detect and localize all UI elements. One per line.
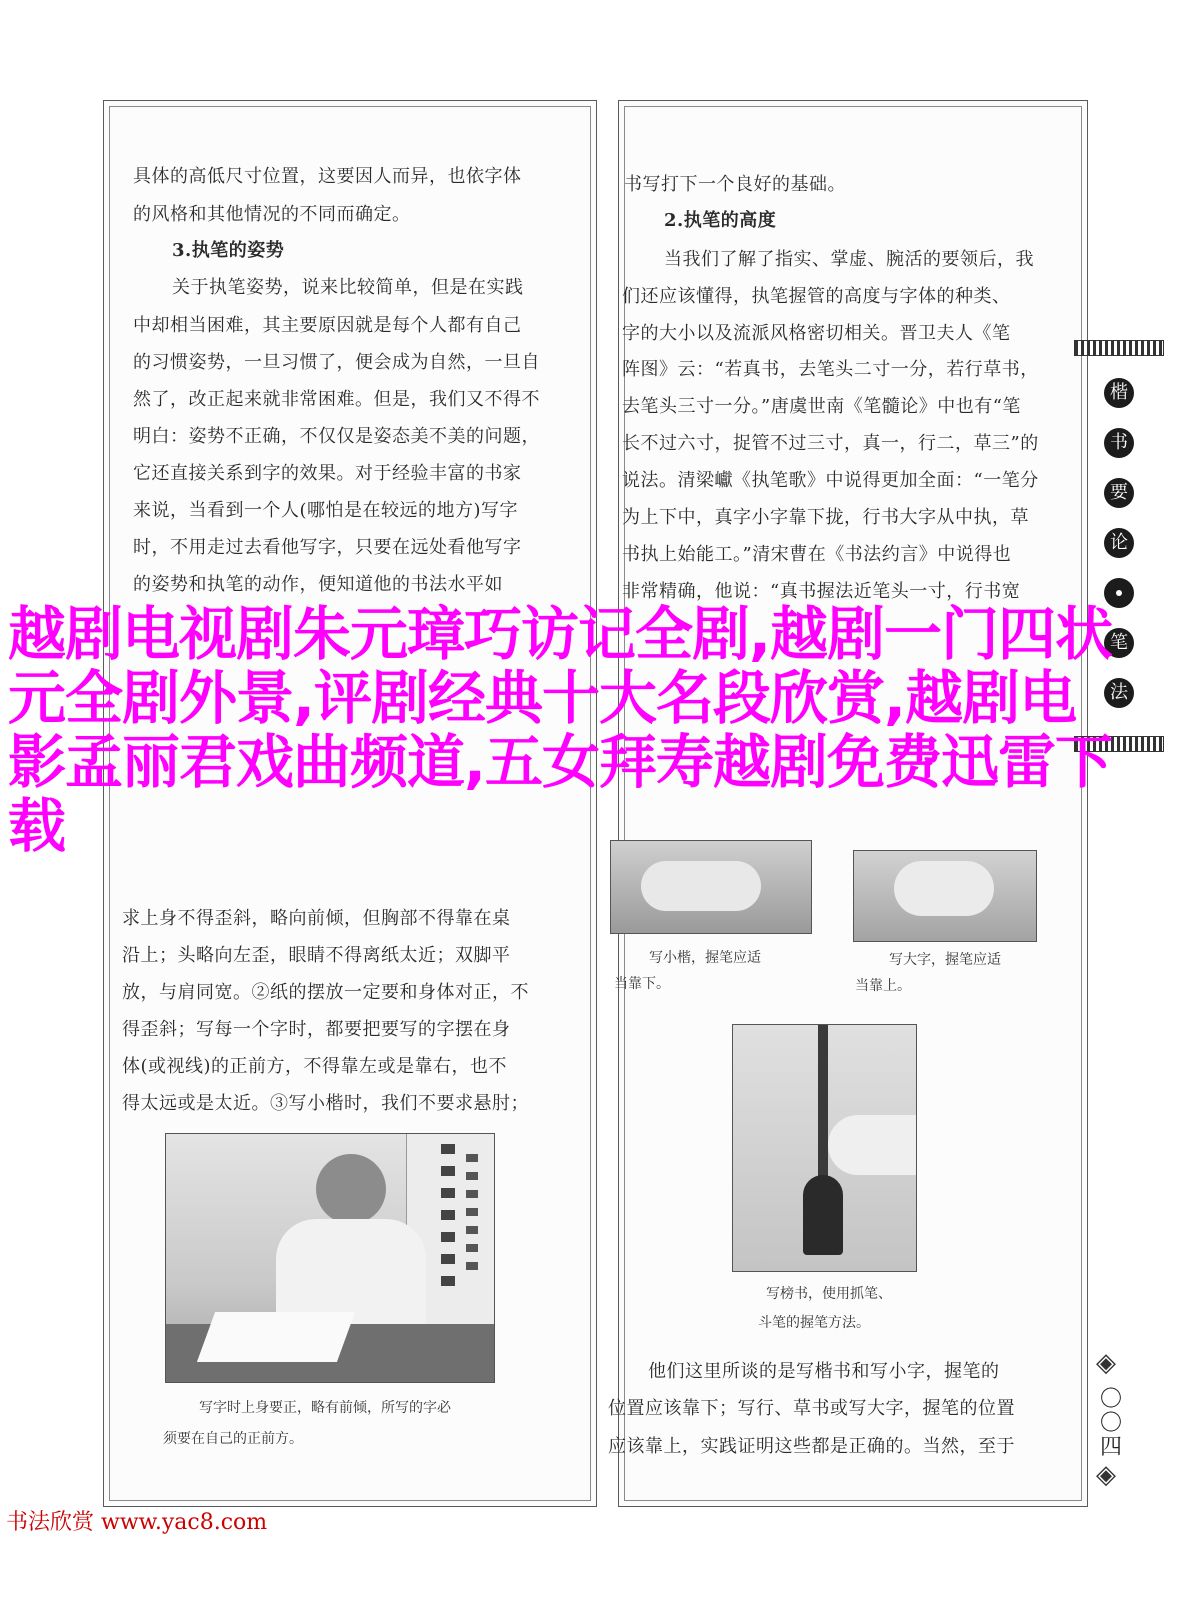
left-line: 的姿势和执笔的动作，便知道他的书法水平如 [133, 574, 503, 595]
left-line: 然了，改正起来就非常困难。但是，我们又不得不 [133, 389, 540, 410]
left-line: 它还直接关系到字的效果。对于经验丰富的书家 [133, 463, 522, 484]
side-tab-char: 要 [1104, 478, 1134, 508]
bang-shu-grip-photo [732, 1024, 917, 1272]
left-line: 体(或视线)的正前方，不得靠左或是靠右，也不 [122, 1056, 508, 1077]
page-number-digit: 四 [1100, 1435, 1123, 1460]
diamond-ornament-icon: ◈ [1096, 1460, 1116, 1490]
photo-caption: 斗笔的握笔方法。 [758, 1315, 870, 1331]
photo-caption: 写字时上身要正，略有前倾，所写的字必 [199, 1400, 451, 1416]
right-line: 当我们了解了指实、掌虚、腕活的要领后，我 [664, 249, 1034, 270]
left-line: 关于执笔姿势，说来比较简单，但是在实践 [172, 277, 524, 298]
photo-caption: 写榜书，使用抓笔、 [766, 1286, 892, 1302]
right-line: 位置应该靠下；写行、草书或写大字，握笔的位置 [608, 1398, 1015, 1419]
page-number-digit: 〇 [1100, 1387, 1123, 1412]
left-line: 明白：姿势不正确，不仅仅是姿态美不美的问题， [133, 426, 540, 447]
left-line: 来说，当看到一个人(哪怕是在较远的地方)写字 [133, 500, 519, 521]
photo-caption: 写大字，握笔应适 [889, 952, 1001, 968]
side-tab-char: 书 [1104, 428, 1134, 458]
right-line: 说法。清梁巘《执笔歌》中说得更加全面：“一笔分 [622, 470, 1039, 491]
left-line: 具体的高低尺寸位置，这要因人而异，也依字体 [133, 166, 522, 187]
right-heading: 2.执笔的高度 [664, 210, 777, 231]
page-number-digit: 〇 [1100, 1411, 1123, 1436]
right-line: 长不过六寸，捉管不过三寸，真一，行二，草三”的 [622, 433, 1039, 454]
left-line: 求上身不得歪斜，略向前倾，但胸部不得靠在桌 [122, 908, 511, 929]
decorative-pattern-band [1074, 340, 1164, 356]
right-line: 阵图》云：“若真书，去笔头二寸一分，若行草书， [622, 359, 1039, 380]
right-line: 们还应该懂得，执笔握管的高度与字体的种类、 [622, 286, 1011, 307]
right-line: 书写打下一个良好的基础。 [624, 174, 846, 195]
left-line: 放，与肩同宽。②纸的摆放一定要和身体对正，不 [122, 982, 529, 1003]
right-line: 应该靠上，实践证明这些都是正确的。当然，至于 [608, 1436, 1015, 1457]
side-tab-char: 法 [1104, 678, 1134, 708]
left-line: 中却相当困难，其主要原因就是每个人都有自己 [133, 315, 522, 336]
left-line: 的风格和其他情况的不同而确定。 [133, 204, 411, 225]
right-line: 去笔头三寸一分。”唐虞世南《笔髓论》中也有“笔 [622, 396, 1021, 417]
right-line: 非常精确，他说：“真书握法近笔头一寸，行书宽 [622, 581, 1021, 602]
right-line: 为上下中，真字小字靠下拢，行书大字从中执，草 [622, 507, 1029, 528]
right-line: 字的大小以及流派风格密切相关。晋卫夫人《笔 [622, 323, 1011, 344]
left-line: 得太远或是太近。③写小楷时，我们不要求悬肘； [122, 1093, 529, 1114]
photo-caption: 须要在自己的正前方。 [163, 1431, 303, 1447]
diamond-ornament-icon: ◈ [1096, 1348, 1116, 1378]
photo-caption: 当靠上。 [855, 978, 911, 994]
right-line: 书执上始能工。”清宋曹在《书法约言》中说得也 [622, 544, 1012, 565]
side-tab-char: 笔 [1104, 628, 1134, 658]
footer-watermark[interactable]: 书法欣赏 www.yac8.com [6, 1510, 268, 1535]
left-line: 时，不用走过去看他写字，只要在远处看他写字 [133, 537, 522, 558]
calligrapher-photo [165, 1133, 495, 1383]
left-line: 沿上；头略向左歪，眼睛不得离纸太近；双脚平 [122, 945, 511, 966]
left-line: 得歪斜；写每一个字时，都要把要写的字摆在身 [122, 1019, 511, 1040]
side-tab-char: 论 [1104, 528, 1134, 558]
left-line: 的习惯姿势，一旦习惯了，便会成为自然，一旦自 [133, 352, 540, 373]
right-line: 他们这里所谈的是写楷书和写小字，握笔的 [648, 1361, 1000, 1382]
overlay-title: 越剧电视剧朱元璋巧访记全剧,越剧一门四状元全剧外景,评剧经典十大名段欣赏,越剧电影孟丽君戏曲频道,五女拜寿越剧免费迅雷下载 [8, 600, 1113, 860]
side-tab-char: 楷 [1104, 378, 1134, 408]
large-char-grip-photo [853, 850, 1037, 942]
left-heading: 3.执笔的姿势 [172, 240, 285, 261]
photo-caption: 写小楷，握笔应适 [649, 950, 761, 966]
photo-caption: 当靠下。 [614, 976, 670, 992]
